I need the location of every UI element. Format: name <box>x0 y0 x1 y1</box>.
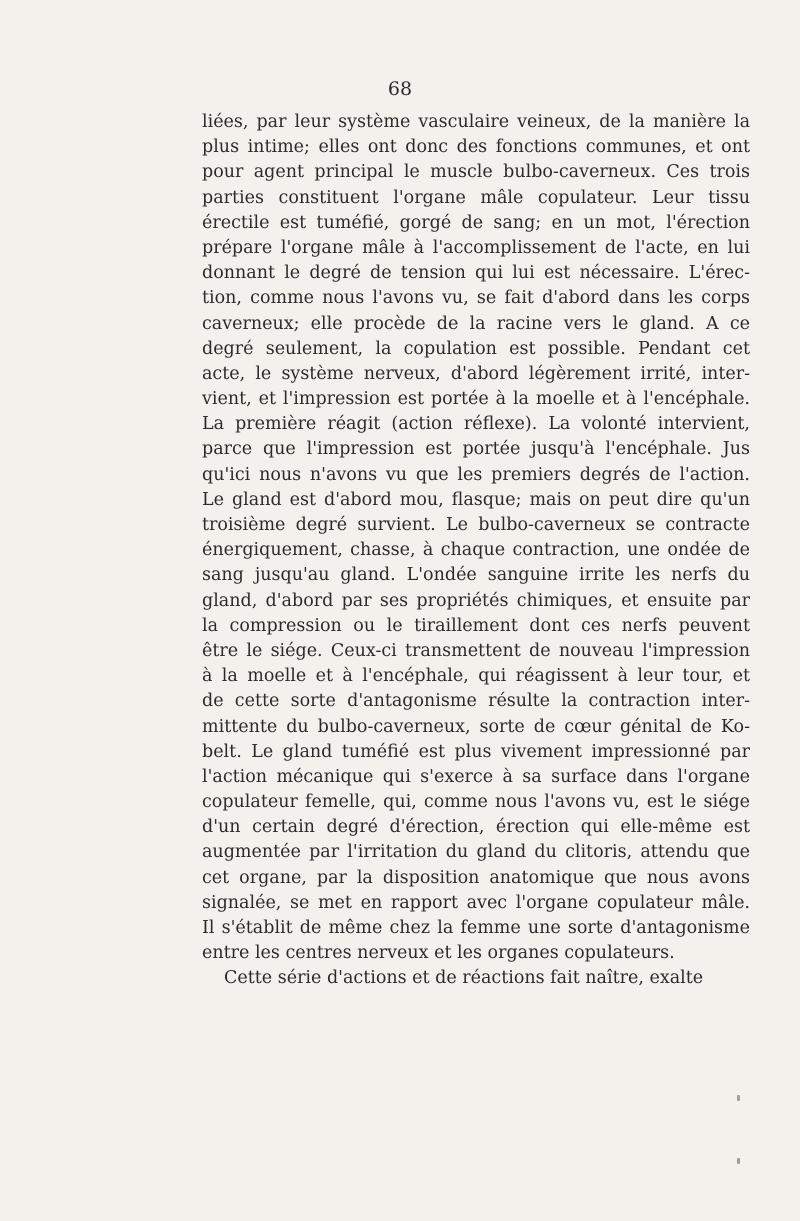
text-line: d'un certain degré d'érection, érection qui elle-même est <box>202 817 750 838</box>
text-line: Il s'établit de même chez la femme une sorte d'antagonisme <box>202 918 750 938</box>
text-line: liées, par leur système vasculaire veineux, de la manière la <box>202 112 750 132</box>
text-line: cet organe, par la disposition anatomique que nous avons <box>202 867 750 888</box>
text-line: de cette sorte d'antagonisme résulte la contraction inter- <box>202 691 750 712</box>
text-line: acte, le système nerveux, d'abord légèrement irrité, inter- <box>202 363 750 384</box>
ink-speck <box>737 1158 740 1164</box>
text-line: être le siége. Ceux-ci transmettent de nouveau l'impression <box>202 640 750 661</box>
text-line: la compression ou le tiraillement dont ces nerfs peuvent <box>202 615 750 636</box>
text-line: plus intime; elles ont donc des fonctions communes, et ont <box>202 137 750 158</box>
text-line: mittente du bulbo-caverneux, sorte de cœur génital de Ko- <box>202 716 750 737</box>
ink-speck <box>737 1095 740 1101</box>
text-line: tion, comme nous l'avons vu, se fait d'abord dans les corps <box>202 288 750 309</box>
body-text <box>202 110 750 992</box>
text-line: à la moelle et à l'encéphale, qui réagissent à leur tour, et <box>202 666 750 687</box>
text-line: La première réagit (action réflexe). La volonté intervient, <box>202 414 750 435</box>
text-line: parce que l'impression est portée jusqu'à l'encéphale. Jus <box>202 439 750 460</box>
text-line: caverneux; elle procède de la racine vers le gland. A ce <box>202 313 750 334</box>
text-line: augmentée par l'irritation du gland du clitoris, attendu que <box>202 842 750 863</box>
text-line: degré seulement, la copulation est possible. Pendant cet <box>202 338 750 359</box>
text-line: donnant le degré de tension qui lui est nécessaire. L'érec- <box>202 263 750 284</box>
text-line: l'action mécanique qui s'exerce à sa surface dans l'organe <box>202 766 750 787</box>
text-line: parties constituent l'organe mâle copulateur. Leur tissu <box>202 187 750 208</box>
text-line: qu'ici nous n'avons vu que les premiers degrés de l'action. <box>202 464 750 485</box>
text-line: sang jusqu'au gland. L'ondée sanguine irrite les nerfs du <box>202 565 750 586</box>
text-line: prépare l'organe mâle à l'accomplissement de l'acte, en lui <box>202 237 750 258</box>
text-line: entre les centres nerveux et les organes copulateurs. <box>202 943 675 964</box>
text-line: Cette série d'actions et de réactions fait naître, exalte <box>224 968 704 989</box>
text-line: Le gland est d'abord mou, flasque; mais on peut dire qu'un <box>202 489 750 510</box>
text-line: gland, d'abord par ses propriétés chimiques, et ensuite par <box>202 590 750 611</box>
page-number: 68 <box>387 78 413 100</box>
text-line: copulateur femelle, qui, comme nous l'avons vu, est le siége <box>202 792 750 813</box>
text-line: signalée, se met en rapport avec l'organe copulateur mâle. <box>202 892 750 913</box>
text-line: énergiquement, chasse, à chaque contraction, une ondée de <box>202 540 750 561</box>
text-line: belt. Le gland tuméfié est plus vivement impressionné par <box>202 741 750 762</box>
text-line: troisième degré survient. Le bulbo-caverneux se contracte <box>202 515 750 535</box>
text-line: pour agent principal le muscle bulbo-caverneux. Ces trois <box>202 162 750 183</box>
text-line: érectile est tuméfié, gorgé de sang; en un mot, l'érection <box>202 212 750 233</box>
text-line: vient, et l'impression est portée à la moelle et à l'encéphale. <box>202 389 750 410</box>
